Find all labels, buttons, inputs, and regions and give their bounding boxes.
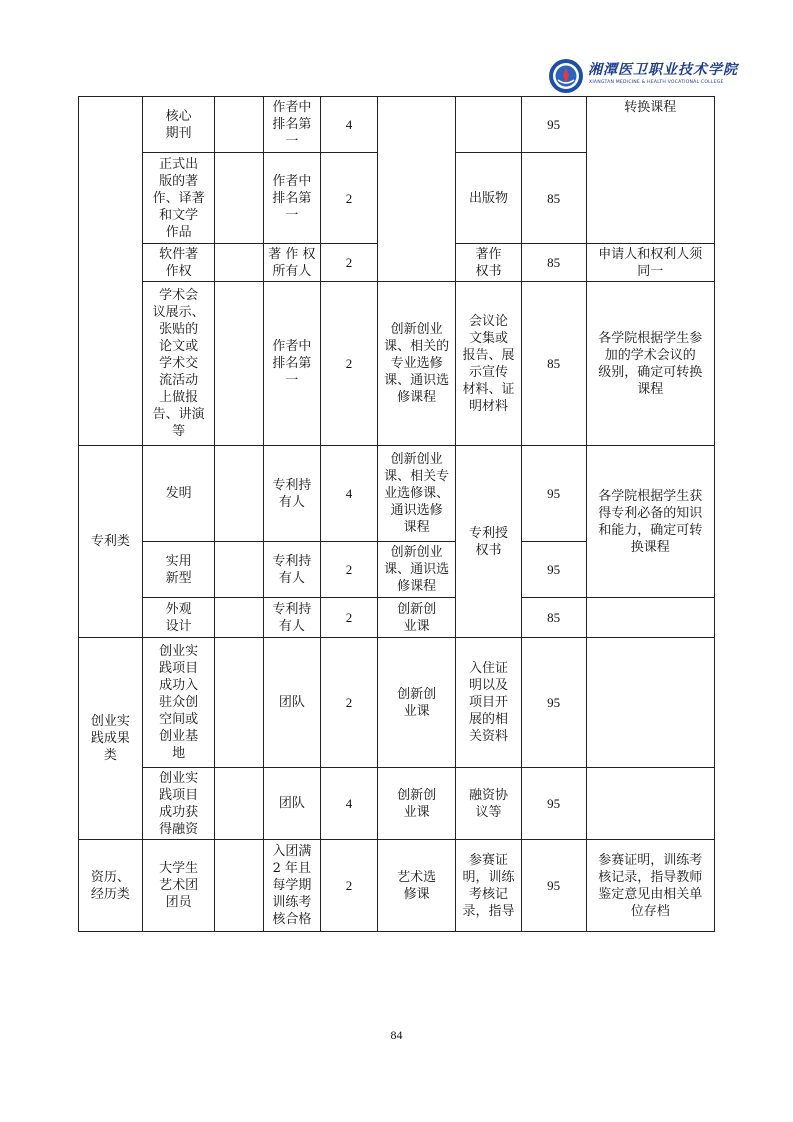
course-cell: 艺术选 修课 [378,840,456,932]
course-cell [378,97,456,282]
proof-cell: 会议论 文集或 报告、展 示宣传 材料、证 明材料 [456,282,522,446]
page-number: 84 [390,1028,403,1042]
proof-cell: 参赛证 明，训练 考核记 录，指导 [456,840,522,932]
credit-conversion-table [78,96,715,932]
note-cell [586,638,714,768]
item-cell: 大学生 艺术团 团员 [142,840,215,932]
empty-cell [215,97,264,153]
empty-cell [215,282,264,446]
score-cell: 85 [521,153,586,244]
empty-cell [215,840,264,932]
score-cell: 95 [521,446,586,542]
table-row [79,840,715,932]
condition-cell: 著 作 权 所有人 [264,244,321,282]
condition-cell: 入团满 2 年且 每学期 训练考 核合格 [264,840,321,932]
proof-cell: 融资协 议等 [456,768,522,840]
proof-cell: 出版物 [456,153,522,244]
school-logo [548,58,758,98]
score-cell: 85 [521,598,586,638]
score-cell: 95 [521,840,586,932]
score-cell: 95 [521,542,586,598]
table-row [79,97,715,153]
credit-cell: 2 [320,840,378,932]
category-cell: 专利类 [79,446,143,638]
condition-cell: 专利持 有人 [264,542,321,598]
empty-cell [215,638,264,768]
score-cell: 95 [521,768,586,840]
note-cell: 参赛证明，训练考 核记录，指导教师 鉴定意见由相关单 位存档 [586,840,714,932]
table-row [79,446,715,542]
note-cell: 各学院根据学生获 得专利必备的知识 和能力，确定可转 换课程 [586,446,714,598]
category-cell: 资历、 经历类 [79,840,143,932]
credit-cell: 2 [320,153,378,244]
empty-cell [215,244,264,282]
note-cell: 各学院根据学生参 加的学术会议的 级别，确定可转换 课程 [586,282,714,446]
condition-cell: 团队 [264,768,321,840]
credit-cell: 2 [320,638,378,768]
table-row [79,598,715,638]
item-cell: 发明 [142,446,215,542]
item-cell: 核心 期刊 [142,97,215,153]
item-cell: 创业实 践项目 成功入 驻众创 空间或 创业基 地 [142,638,215,768]
score-cell: 85 [521,244,586,282]
school-name-en: XIANGTAN MEDICINE & HEALTH VOCATIONAL COLLEGE [589,80,724,85]
credit-cell: 2 [320,282,378,446]
course-cell: 创新创 业课 [378,598,456,638]
item-cell: 外观 设计 [142,598,215,638]
table-row [79,282,715,446]
score-cell: 85 [521,282,586,446]
course-cell: 创新创业 课、通识选 修课程 [378,542,456,598]
proof-cell: 著作 权书 [456,244,522,282]
empty-cell [215,598,264,638]
note-cell: 申请人和权利人须 同一 [586,244,714,282]
item-cell: 学术会 议展示、 张贴的 论文或 学术交 流活动 上做报 告、讲演 等 [142,282,215,446]
score-cell: 95 [521,638,586,768]
table-row [79,638,715,768]
score-cell: 95 [521,97,586,153]
proof-cell: 专利授 权书 [456,446,522,638]
credit-cell: 2 [320,598,378,638]
condition-cell: 作者中 排名第 一 [264,153,321,244]
category-cell-continued [79,97,143,446]
item-cell: 正式出 版的著 作、译著 和文学 作品 [142,153,215,244]
school-name-cn: 湘潭医卫职业技术学院 [588,62,738,78]
credit-cell: 4 [320,446,378,542]
condition-cell: 专利持 有人 [264,598,321,638]
empty-cell [215,542,264,598]
item-cell: 创业实 践项目 成功获 得融资 [142,768,215,840]
item-cell: 软件著 作权 [142,244,215,282]
empty-cell [215,446,264,542]
proof-cell: 入住证 明以及 项目开 展的相 关资料 [456,638,522,768]
course-cell: 创新创业 课、相关的 专业选修 课、通识选 修课程 [378,282,456,446]
course-cell: 创新创 业课 [378,638,456,768]
empty-cell [215,153,264,244]
credit-cell: 2 [320,244,378,282]
note-cell [586,768,714,840]
credit-cell: 4 [320,97,378,153]
school-emblem-icon [548,58,584,94]
condition-cell: 作者中 排名第 一 [264,282,321,446]
condition-cell: 专利持 有人 [264,446,321,542]
condition-cell: 团队 [264,638,321,768]
category-cell: 创业实 践成果 类 [79,638,143,840]
note-cell [586,598,714,638]
table-row [79,768,715,840]
course-cell: 创新创 业课 [378,768,456,840]
item-cell: 实用 新型 [142,542,215,598]
condition-cell: 作者中 排名第 一 [264,97,321,153]
proof-cell [456,97,522,153]
note-cell: 转换课程 [586,97,714,244]
course-cell: 创新创业 课、相关专 业选修课、 通识选修 课程 [378,446,456,542]
credit-cell: 4 [320,768,378,840]
credit-cell: 2 [320,542,378,598]
empty-cell [215,768,264,840]
